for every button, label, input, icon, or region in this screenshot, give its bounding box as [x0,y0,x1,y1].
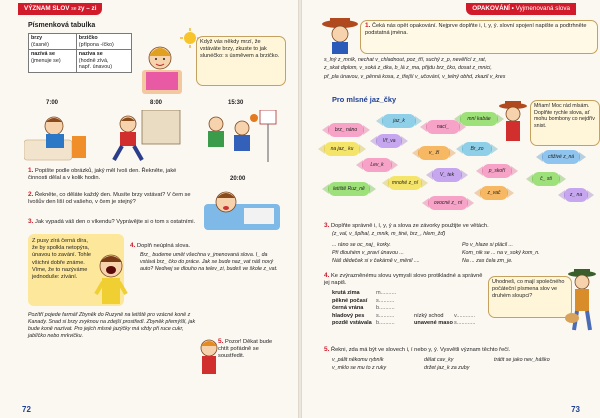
left-header: VÝZNAM SLOV se zy – zi [18,3,102,15]
task-1: 1. Popište podle obrázků, jaký měl Ivoš den. Řekněte, jaké činnosti dělal a v kolik hodin. [28,167,177,182]
speech-bubble: Mňam! Moc rád mlsám. Doplňte rychle slova, ať mohu bombony co nejdřív snist. [530,100,600,146]
task-5-title: 5. Řekni, zda má být ve slovech i, í nebo y, ý. Vysvětli význam těchto řečí. [324,346,511,353]
task-4-title: 4. Ke zvýrazněnému slovu vymysli slovo protikladné a správně jej napiš. [324,272,483,287]
task-5: 5. Pozor! Děkat bude chtít pořádně se soustředit. [218,338,273,360]
candy-word: z_ na [564,188,588,202]
candy-word: V_ tek [432,168,462,182]
boy-washing-illustration [24,110,94,162]
candy-word: ctiživé z_ná [542,150,580,164]
candy-word: brz_ náno [328,123,364,137]
exercise-line: s_lný z_mník, nechat v_chladnout, poz_tří, suchý z_p, nevěřící z_rat, [324,57,487,63]
time-label: 7:00 [46,100,59,106]
candy-word: z_vač [480,186,508,200]
cowboy-illustration [320,16,360,56]
yawning-boy-illustration [94,250,128,310]
letter-table [28,33,132,73]
antonym-grid: krutá zima m.......... pěkné počasí s.......... černá vrána b.......... hladový pes s.......... nízký schod v............ pozdě vstávala b.......... unavené maso s............ [332,290,476,327]
task-3-hint: (z_val, v_šplhal, z_mnik, m_tiné, brz_, hlem_žď) [332,231,446,237]
intro-bubble [360,20,598,54]
right-page [302,0,600,418]
story-text: Pozítří pojede farmář Zbyněk do Ruzyně na letiště pro vzácné koně z Kanady. Snad si brzy zvyknou na zdejší prostředí. Zbyněk přemýšlí, jak bude koně nazívat. Pro jejich mlsné jazýčky má vždy při ruce cukr, jablíčko nebo mrkvičku. [28,312,196,339]
boy-sleeping-illustration [204,186,280,232]
task-3-title: 3. Doplňte správně i, í, y, ý a slova ze závorky použijte ve větách. [324,222,489,229]
task-2: 2. Řekněte, co děláte každý den. Musíte brzy vstávat? V čem se Ivošův den liší od vašeho, v čem je stejný? [28,191,191,206]
speech-bubble: Uhodneš, co mají společného počáteční písmena slov ve druhém sloupci? [488,276,572,318]
section-title: Pro mlsné jaz_čky [332,95,397,104]
table-cell: brzičko (přípona -íčko) [76,34,131,50]
exercise-line: z_skat diplom, v_soká z_dka, b_lá z_ma, přijdu brz_čko, dosat z_mnici, [324,65,492,72]
exercise-line: př_pla únavou, v_pěnná kosa, z_třejší v_učování, v_telný obhd, zkazil v_kres [324,73,506,80]
candy-word: p_skoří [482,164,512,178]
task-3-col-right: Po v_hlaze si plácil ... Kom_nik se ... na v_soký kom_n. Na ... zas čela zm_je. [462,242,540,265]
poem-text: Z pusy zírá černá díra, že by spolkla netopýra, únavou to zavání. Tohle všichni dobře známe. Víme, že to nazýváme jednoduše: zívání. [32,238,91,281]
candy-word: Br_zo [462,142,492,156]
page-number: 72 [22,405,31,414]
cowboy-with-dog-illustration [564,268,598,338]
candy-word: mní kabáe [460,112,498,126]
candy-word: Vř_va [376,134,402,148]
left-page [0,0,298,418]
candy-word: jaz_k [382,114,416,128]
table-cell: brzy (časně) [29,34,77,50]
table-title: Písmenková tabulka [28,22,96,29]
task-4-title: 4. Doplň neúplná slova. [130,242,191,249]
time-label: 8:00 [150,100,163,106]
right-header: OPAKOVÁNÍ • Vyjmenovaná slova [466,3,576,15]
candy-word: letiště Ruz_ně [328,182,370,196]
candy-word: mnohé z_ní [388,176,422,190]
intro-text: 1. Čeká nás opět opakování. Nejprve doplňte i, í, y, ý. slovní spojení napište a podtrhněte podstatná jména. [365,22,587,37]
page-number: 73 [571,405,580,414]
girl-waking-illustration [140,38,184,96]
task-3: 3. Jak vypadá váš den o víkendu? Vyprávějte si o tom s ostatními. [28,218,196,225]
candy-word: na jaz_ ku [324,142,360,156]
candy-word: č_ sti [532,172,560,186]
task-4-text: Brz_ budeme umět všechna v_jmenovaná slova. I_ da vstává brz_ čko do práce. Jak se bude naz_vat náš nový auto? Nedivej se dlouho na telev_zi, budeš ve škole z_vat. [140,252,278,272]
boy-running-illustration [108,110,182,164]
table-cell: nazívá se (jmenuje se) [29,50,77,73]
kids-playing-illustration [198,110,278,164]
time-label: 20:00 [230,176,246,182]
candy-word: Lev_k [362,158,392,172]
speech-bubble: Když vás někdy mrzí, že vstáváte brzy, zkuste to jak slunéčko: s úsměvem a brzičko. [196,36,286,86]
time-label: 15:30 [228,100,244,106]
exercise-lines [324,56,594,81]
candy-word: ovocné z_ ní [428,196,468,210]
candy-word: nací_ [426,120,460,134]
task-5-lines: v_pálit někomu rybník dělat cav_ky trátit se jako nev_háško v_mklo se mu to z ruky držet jaz_k za zuby [332,357,550,372]
table-cell: naziva se (hodně zívá, např. únavou) [76,50,131,73]
task-3-col-left: ... ráno se oc_naj_ korky. Při dlouhém v_praví únavou ... Náš dědeček si v čekárně v_měnil .... [332,242,420,265]
candy-word: v_ žl [418,146,450,160]
